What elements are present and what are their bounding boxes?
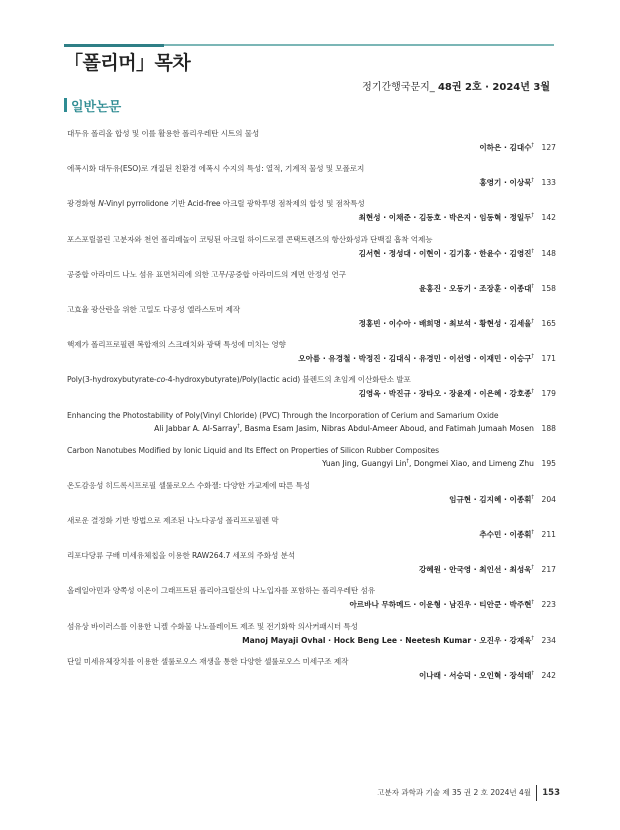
article-authors: 이나래 · 서승덕 · 오인혁 · 장석태 bbox=[418, 670, 532, 680]
article-authors: Ali Jabbar A. Al-Sarray†, Basma Esam Jasim, Nibras Abdul-Ameer Aboud, and Fatimah Jumaah Mosen bbox=[154, 422, 534, 433]
article-entry[interactable]: 새로운 결정화 기반 방법으로 제조된 나노다공성 폴리프로필렌 막 추수민 · 이종휘† 211 bbox=[67, 516, 556, 540]
article-authors: 김서현 · 정성대 · 이현이 · 김기홍 · 한윤수 · 김영진 bbox=[358, 248, 532, 258]
article-title[interactable]: 공중합 아라미드 나노 섬유 표면처리에 의한 고무/공중합 아라미드의 계면 안정성 연구 bbox=[67, 269, 346, 279]
article-entry[interactable]: 고효율 광산란을 위한 고밀도 다공성 엘라스토머 제작 정홍빈 · 이수아 · 배희명 · 최보석 · 황현성 · 김세율† 165 bbox=[67, 304, 556, 328]
article-authors: 아르바나 무하메드 · 이운형 · 남진우 · 티안쿤 · 박주현 bbox=[349, 600, 532, 610]
footer-journal: 고분자 과학과 기술 제 35 권 2 호 2024년 4월 bbox=[377, 788, 532, 797]
page-footer bbox=[377, 785, 560, 801]
article-title[interactable]: 대두유 폴리올 합성 및 이를 활용한 폴리우레탄 시트의 물성 bbox=[67, 129, 260, 138]
article-entry[interactable]: 포스포릴콜린 고분자와 천연 폴리페놀이 코팅된 아크릴 하이드로겔 콘택트렌즈의 항산화성과 단백질 흡착 억제능 김서현 · 정성대 · 이현이 · 김기홍 · 한윤수 · 김영진† 148 bbox=[67, 234, 556, 258]
article-list bbox=[67, 128, 556, 691]
article-title[interactable]: 섬유상 바이러스를 이용한 니켈 수화물 나노플레이트 제조 및 전기화학 의사커패시터 특성 bbox=[67, 621, 358, 631]
article-title[interactable]: 포스포릴콜린 고분자와 천연 폴리페놀이 코팅된 아크릴 하이드로겔 콘택트렌즈의 항산화성과 단백질 흡착 억제능 bbox=[67, 234, 433, 244]
article-page[interactable]: 223 bbox=[541, 600, 556, 610]
article-title[interactable]: 리포다당류 구배 미세유체칩을 이용한 RAW264.7 세포의 주화성 분석 bbox=[67, 551, 296, 561]
footer-page-number: 153 bbox=[542, 788, 560, 798]
article-title[interactable]: 광경화형 N-Vinyl pyrrolidone 기반 Acid-free 아크릴 광학투명 점착제의 합성 및 점착특성 bbox=[67, 199, 365, 209]
article-title[interactable]: 단일 미세유체장치를 이용한 셀룰로오스 재생을 통한 다양한 셀룰로오스 미세구조 제작 bbox=[67, 656, 349, 666]
article-title[interactable]: 온도감응성 히드록시프로필 셀룰로오스 수화젤: 다양한 가교제에 따른 특성 bbox=[67, 480, 310, 490]
article-entry[interactable]: 섬유상 바이러스를 이용한 니켈 수화물 나노플레이트 제조 및 전기화학 의사커패시터 특성 Manoj Mayaji Ovhal · Hock Beng Lee · Neetesh Kumar · 오진우 · 강재욱† 234 bbox=[67, 621, 556, 645]
article-title[interactable]: Enhancing the Photostability of Poly(Vinyl Chloride) (PVC) Through the Incorporation of Cerium and Samarium Oxide bbox=[67, 410, 499, 420]
article-page[interactable]: 234 bbox=[541, 635, 556, 645]
article-entry[interactable]: Poly(3-hydroxybutyrate-co-4-hydroxybutyrate)/Poly(lactic acid) 블렌드의 초임계 이산화탄소 발포 김영옥 · 박진규 · 장타오 · 장윤재 · 이은혜 · 강호종† 179 bbox=[67, 375, 556, 399]
article-authors: 홍영기 · 이상묵 bbox=[479, 178, 532, 188]
article-title[interactable]: 고효율 광산란을 위한 고밀도 다공성 엘라스토머 제작 bbox=[67, 304, 241, 314]
article-entry[interactable]: 공중합 아라미드 나노 섬유 표면처리에 의한 고무/공중합 아라미드의 계면 안정성 연구 윤홍진 · 오동기 · 조장훈 · 이종대† 158 bbox=[67, 269, 556, 293]
article-entry[interactable] bbox=[67, 445, 556, 480]
article-entry[interactable]: 단일 미세유체장치를 이용한 셀룰로오스 재생을 통한 다양한 셀룰로오스 미세구조 제작 이나래 · 서승덕 · 오인혁 · 장석태† 242 bbox=[67, 656, 556, 680]
article-page[interactable]: 195 bbox=[541, 458, 556, 468]
page-title: 「폴리머」목차 bbox=[64, 52, 191, 74]
article-authors: Manoj Mayaji Ovhal · Hock Beng Lee · Neetesh Kumar · 오진우 · 강재욱 bbox=[242, 635, 532, 645]
article-entry[interactable]: 올레일아민과 양쪽성 이온이 그래프트된 폴리아크릴산의 나노입자를 포함하는 폴리우레탄 섬유 아르바나 무하메드 · 이운형 · 남진우 · 티안쿤 · 박주현† 223 bbox=[67, 586, 556, 610]
footer-divider bbox=[536, 785, 537, 801]
article-authors: 강혜원 · 안국영 · 최인선 · 최성욱 bbox=[418, 565, 532, 575]
article-title[interactable]: 새로운 결정화 기반 방법으로 제조된 나노다공성 폴리프로필렌 막 bbox=[67, 516, 279, 526]
section-marker bbox=[64, 98, 67, 112]
article-title[interactable]: Carbon Nanotubes Modified by Ionic Liquid and Its Effect on Properties of Silicon Rubber Composites bbox=[67, 445, 439, 455]
article-title[interactable]: 에폭시화 대두유(ESO)로 개질된 친환경 에폭시 수지의 특성: 열적, 기계적 물성 및 모폴로지 bbox=[67, 164, 365, 174]
article-title[interactable]: Poly(3-hydroxybutyrate-co-4-hydroxybutyrate)/Poly(lactic acid) 블렌드의 초임계 이산화탄소 발포 bbox=[67, 375, 411, 385]
article-page[interactable]: 204 bbox=[541, 494, 556, 504]
article-authors: 오아름 · 유경철 · 박정진 · 김대식 · 유경민 · 이선영 · 이재민 · 이승구 bbox=[298, 354, 532, 364]
article-page[interactable]: 211 bbox=[541, 530, 556, 540]
article-entry[interactable]: 광경화형 N-Vinyl pyrrolidone 기반 Acid-free 아크릴 광학투명 점착제의 합성 및 점착특성 최현성 · 이채준 · 김동호 · 박은지 · 임동혁 · 정일두† 142 bbox=[67, 199, 556, 223]
article-page[interactable]: 171 bbox=[541, 354, 556, 364]
article-authors: 최현성 · 이채준 · 김동호 · 박은지 · 임동혁 · 정일두 bbox=[358, 213, 532, 223]
article-entry[interactable]: 대두유 폴리올 합성 및 이를 활용한 폴리우레탄 시트의 물성 이하은 · 김대수† 127 bbox=[67, 129, 556, 152]
article-entry[interactable] bbox=[67, 410, 556, 445]
article-entry[interactable]: 온도감응성 히드록시프로필 셀룰로오스 수화젤: 다양한 가교제에 따른 특성 임규현 · 김지혜 · 이종휘† 204 bbox=[67, 480, 556, 504]
article-authors: 이하은 · 김대수 bbox=[479, 143, 532, 152]
section-title: 일반논문 bbox=[71, 100, 122, 115]
journal-label: 정기간행국문지_ bbox=[362, 82, 435, 93]
article-page[interactable]: 148 bbox=[541, 248, 556, 258]
header-rule-accent bbox=[64, 44, 164, 47]
issue-info bbox=[362, 78, 550, 93]
article-entry[interactable]: 핵제가 폴리프로필렌 복합재의 스크래치와 광택 특성에 미치는 영향 오아름 · 유경철 · 박정진 · 김대식 · 유경민 · 이선영 · 이재민 · 이승구† 171 bbox=[67, 340, 556, 364]
article-page[interactable]: 179 bbox=[541, 389, 556, 399]
article-title[interactable]: 핵제가 폴리프로필렌 복합재의 스크래치와 광택 특성에 미치는 영향 bbox=[67, 340, 286, 350]
article-page[interactable]: 127 bbox=[541, 143, 556, 152]
volume-issue: 48권 2호 · 2024년 3월 bbox=[437, 82, 550, 93]
article-page[interactable]: 217 bbox=[541, 565, 556, 575]
article-page[interactable]: 188 bbox=[541, 423, 556, 433]
article-authors: 윤홍진 · 오동기 · 조장훈 · 이종대 bbox=[418, 283, 532, 293]
article-page[interactable]: 142 bbox=[541, 213, 556, 223]
article-entry[interactable]: 에폭시화 대두유(ESO)로 개질된 친환경 에폭시 수지의 특성: 열적, 기계적 물성 및 모폴로지 홍영기 · 이상묵† 133 bbox=[67, 164, 556, 188]
article-authors: 정홍빈 · 이수아 · 배희명 · 최보석 · 황현성 · 김세율 bbox=[358, 318, 532, 328]
article-authors: 김영옥 · 박진규 · 장타오 · 장윤재 · 이은혜 · 강호종 bbox=[358, 389, 532, 399]
article-page[interactable]: 158 bbox=[541, 283, 556, 293]
article-entry[interactable]: 리포다당류 구배 미세유체칩을 이용한 RAW264.7 세포의 주화성 분석 강혜원 · 안국영 · 최인선 · 최성욱† 217 bbox=[67, 551, 556, 575]
article-authors: Yuan Jing, Guangyi Lin†, Dongmei Xiao, and Limeng Zhu bbox=[322, 458, 534, 468]
article-page[interactable]: 165 bbox=[541, 318, 556, 328]
article-title[interactable]: 올레일아민과 양쪽성 이온이 그래프트된 폴리아크릴산의 나노입자를 포함하는 폴리우레탄 섬유 bbox=[67, 586, 375, 596]
article-authors: 임규현 · 김지혜 · 이종휘 bbox=[449, 494, 532, 504]
article-page[interactable]: 133 bbox=[541, 178, 556, 188]
article-authors: 추수민 · 이종휘 bbox=[479, 530, 532, 540]
article-page[interactable]: 242 bbox=[541, 670, 556, 680]
